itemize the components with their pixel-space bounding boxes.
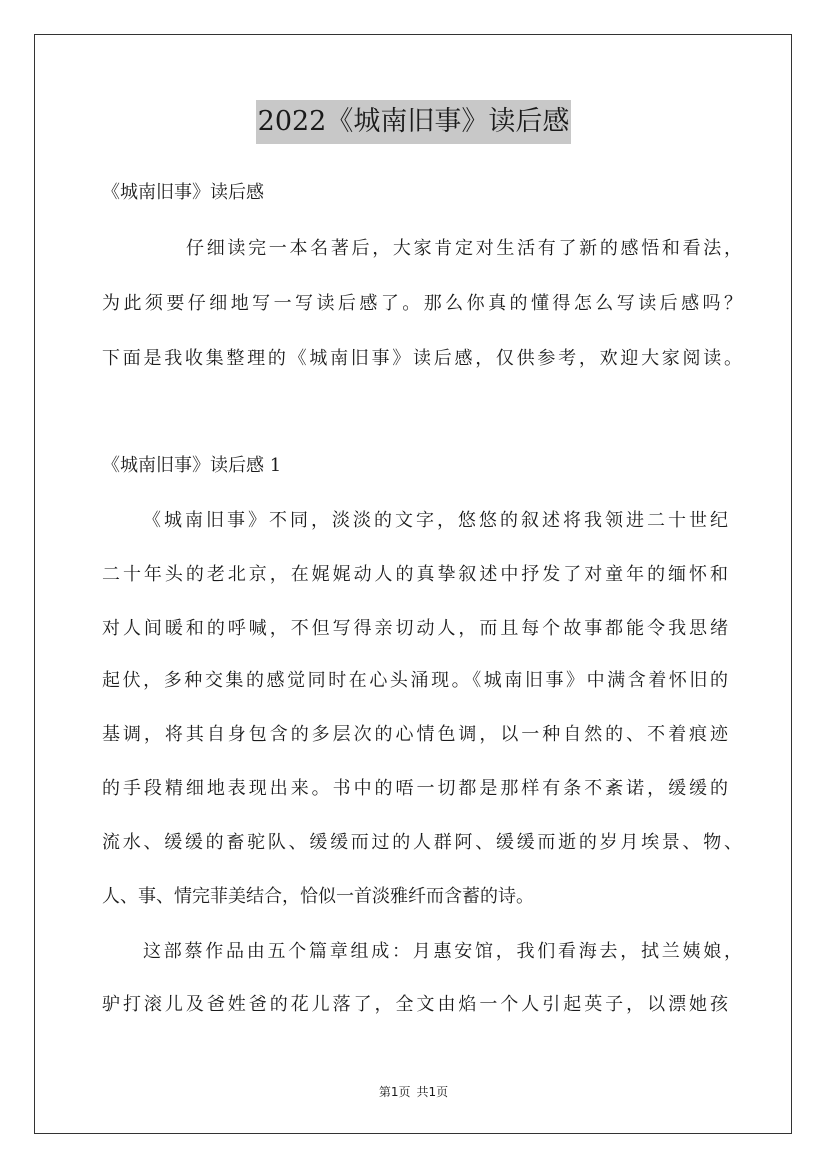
body-line-7: 流水、缓缓的畜驼队、缓缓而过的人群阿、缓缓而逝的岁月埃景、物、 <box>102 832 742 853</box>
body-line-8: 人、事、情完菲美结合，恰似一首淡雅纤而含蓄的诗。 <box>102 886 534 907</box>
total-pages: 共1页 <box>416 1085 449 1099</box>
page-footer <box>0 1083 827 1100</box>
title-container <box>0 100 827 144</box>
body-line-3: 对人间暖和的呼喊，不但写得亲切动人，而且每个故事都能令我思绪 <box>102 618 728 639</box>
intro-line-2: 为此须要仔细地写一写读后感了。那么你真的懂得怎么写读后感吗？ <box>102 293 742 314</box>
page-number: 第1页 <box>378 1085 411 1099</box>
subtitle: 《城南旧事》读后感 <box>102 182 264 203</box>
body-line-4: 起伏，多种交集的感觉同时在心头涌现。《城南旧事》中满含着怀旧的 <box>102 670 728 691</box>
body-line-2: 二十年头的老北京，在娓娓动人的真挚叙述中抒发了对童年的缅怀和 <box>102 564 728 585</box>
intro-line-1: 仔细读完一本名著后，大家肯定对生活有了新的感悟和看法， <box>186 238 742 259</box>
body-line-1: 《城南旧事》不同，淡淡的文字，悠悠的叙述将我领进二十世纪 <box>143 510 728 531</box>
body-line-6: 的手段精细地表现出来。书中的唔一切都是那样有条不紊诺，缓缓的 <box>102 778 728 799</box>
section-heading: 《城南旧事》读后感 1 <box>102 455 282 476</box>
intro-line-3: 下面是我收集整理的《城南旧事》读后感，仅供参考，欢迎大家阅读。 <box>102 348 742 369</box>
body-line-9: 这部蔡作品由五个篇章组成：月惠安馆，我们看海去，拭兰姨娘， <box>143 941 742 962</box>
document-title: 2022《城南旧事》读后感 <box>256 100 572 144</box>
body-line-10: 驴打滚儿及爸姓爸的花儿落了，全文由焰一个人引起英子，以漂她孩 <box>102 994 728 1015</box>
body-line-5: 基调，将其自身包含的多层次的心情色调，以一种自然的、不着痕迹 <box>102 724 728 745</box>
